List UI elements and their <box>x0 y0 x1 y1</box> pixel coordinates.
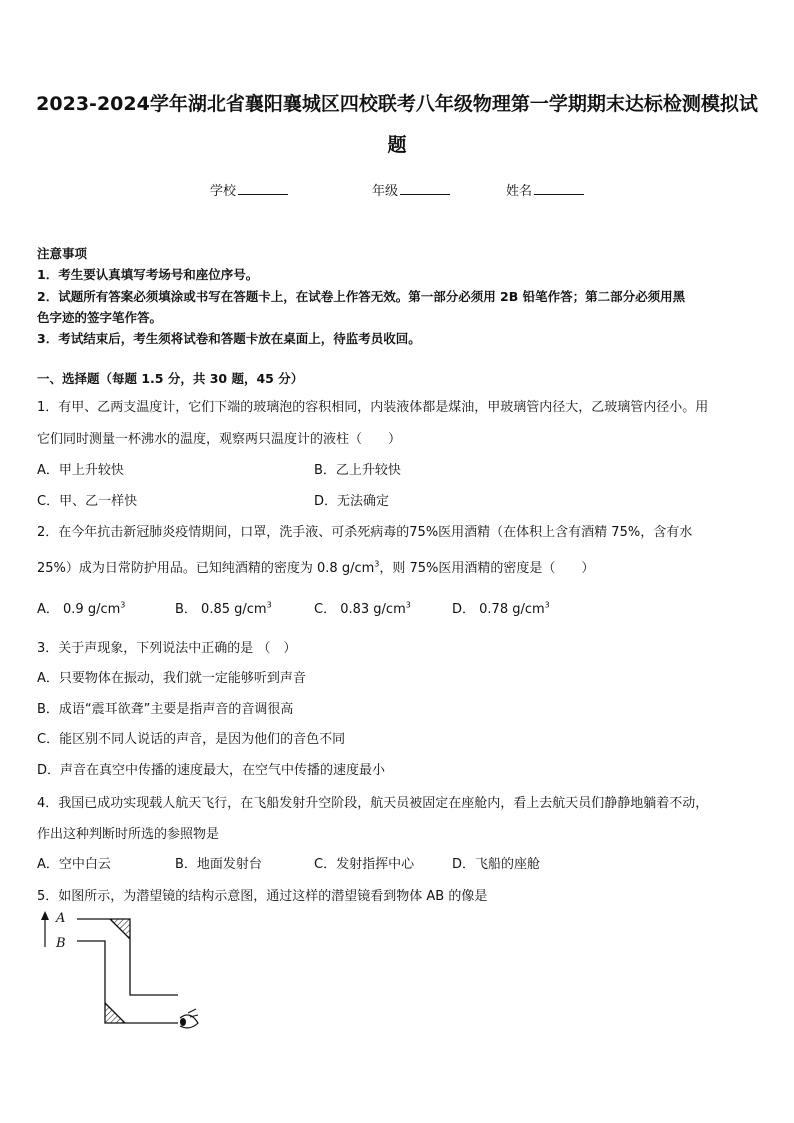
q1-stem-cont: 它们同时测量一杯沸水的温度，观察两只温度计的液柱（ ） <box>37 432 402 447</box>
q2-stem-cont: 25%）成为日常防护用品。已知纯酒精的密度为 0.8 $g/cm^3$，则 75%医用酒精的密度是（ ） <box>37 559 595 576</box>
q4-option-b[interactable]: B．地面发射台 <box>175 857 262 872</box>
q4-stem-cont: 作出这种判断时所选的参照物是 <box>37 827 220 842</box>
exam-title-continued: 题 <box>387 134 407 156</box>
q1-option-c[interactable]: C．甲、乙一样快 <box>37 494 138 509</box>
section-heading: 一、选择题（每题 1.5 分，共 30 题，45 分） <box>37 371 304 386</box>
q2-stem: 2．在今年抗击新冠肺炎疫情期间，口罩，洗手液、可杀死病毒的75%医用酒精（在体积上含有酒精 75%，含有水 <box>37 525 693 540</box>
q4-option-d[interactable]: D．飞船的座舱 <box>452 857 541 872</box>
notice-item-3: 3．考试结束后，考生须将试卷和答题卡放在桌面上，待监考员收回。 <box>37 331 421 346</box>
eye-icon <box>180 1009 198 1028</box>
q2-option-c[interactable]: C． 0.83 $g/cm^3$ <box>314 600 411 617</box>
school-field[interactable]: 学校 <box>210 180 288 199</box>
notice-item-2-cont: 色字迹的签字笔作答。 <box>37 310 163 325</box>
q3-option-b[interactable]: B．成语“震耳欲聋”主要是指声音的音调很高 <box>37 702 294 717</box>
q2-option-b[interactable]: B． 0.85 $g/cm^3$ <box>175 600 272 617</box>
q3-option-d[interactable]: D．声音在真空中传播的速度最大，在空气中传播的速度最小 <box>37 763 386 778</box>
q3-stem: 3．关于声现象，下列说法中正确的是 （ ） <box>37 641 297 656</box>
exam-title: 2023-2024学年湖北省襄阳襄城区四校联考八年级物理第一学期期末达标检测模拟试 <box>36 93 758 115</box>
q1-option-d[interactable]: D．无法确定 <box>314 494 390 509</box>
q2-option-a[interactable]: A． 0.9 $g/cm^3$ <box>37 600 126 617</box>
arrow-head-icon <box>41 911 49 920</box>
q4-stem: 4．我国已成功实现载人航天飞行，在飞船发射升空阶段，航天员被固定在座舱内，看上去航天员们静静地躺着不动， <box>37 796 709 811</box>
notice-heading: 注意事项 <box>37 246 88 261</box>
q5-stem: 5．如图所示，为潜望镜的结构示意图，通过这样的潜望镜看到物体 AB 的像是 <box>37 889 488 904</box>
q1-option-a[interactable]: A．甲上升较快 <box>37 463 124 478</box>
q1-option-b[interactable]: B．乙上升较快 <box>314 463 401 478</box>
q4-option-a[interactable]: A．空中白云 <box>37 857 111 872</box>
name-field[interactable]: 姓名 <box>506 180 584 199</box>
q4-option-c[interactable]: C．发射指挥中心 <box>314 857 415 872</box>
notice-item-1: 1．考生要认真填写考场号和座位序号。 <box>37 267 259 282</box>
grade-field[interactable]: 年级 <box>372 180 450 199</box>
q3-option-a[interactable]: A．只要物体在振动，我们就一定能够听到声音 <box>37 671 306 686</box>
q1-stem: 1．有甲、乙两支温度计，它们下端的玻璃泡的容积相同，内装液体都是煤油，甲玻璃管内径大，乙玻璃管内径小。用 <box>37 400 709 415</box>
label-a: A <box>56 911 66 926</box>
periscope-diagram <box>30 905 210 1035</box>
label-b: B <box>56 936 66 951</box>
notice-item-2: 2．试题所有答案必须填涂或书写在答题卡上，在试卷上作答无效。第一部分必须用 2B 铅笔作答；第二部分必须用黑 <box>37 289 686 304</box>
periscope-inner-wall <box>77 941 178 1023</box>
q3-option-c[interactable]: C．能区别不同人说话的声音，是因为他们的音色不同 <box>37 732 346 747</box>
q2-option-d[interactable]: D． 0.78 $g/cm^3$ <box>452 600 550 617</box>
